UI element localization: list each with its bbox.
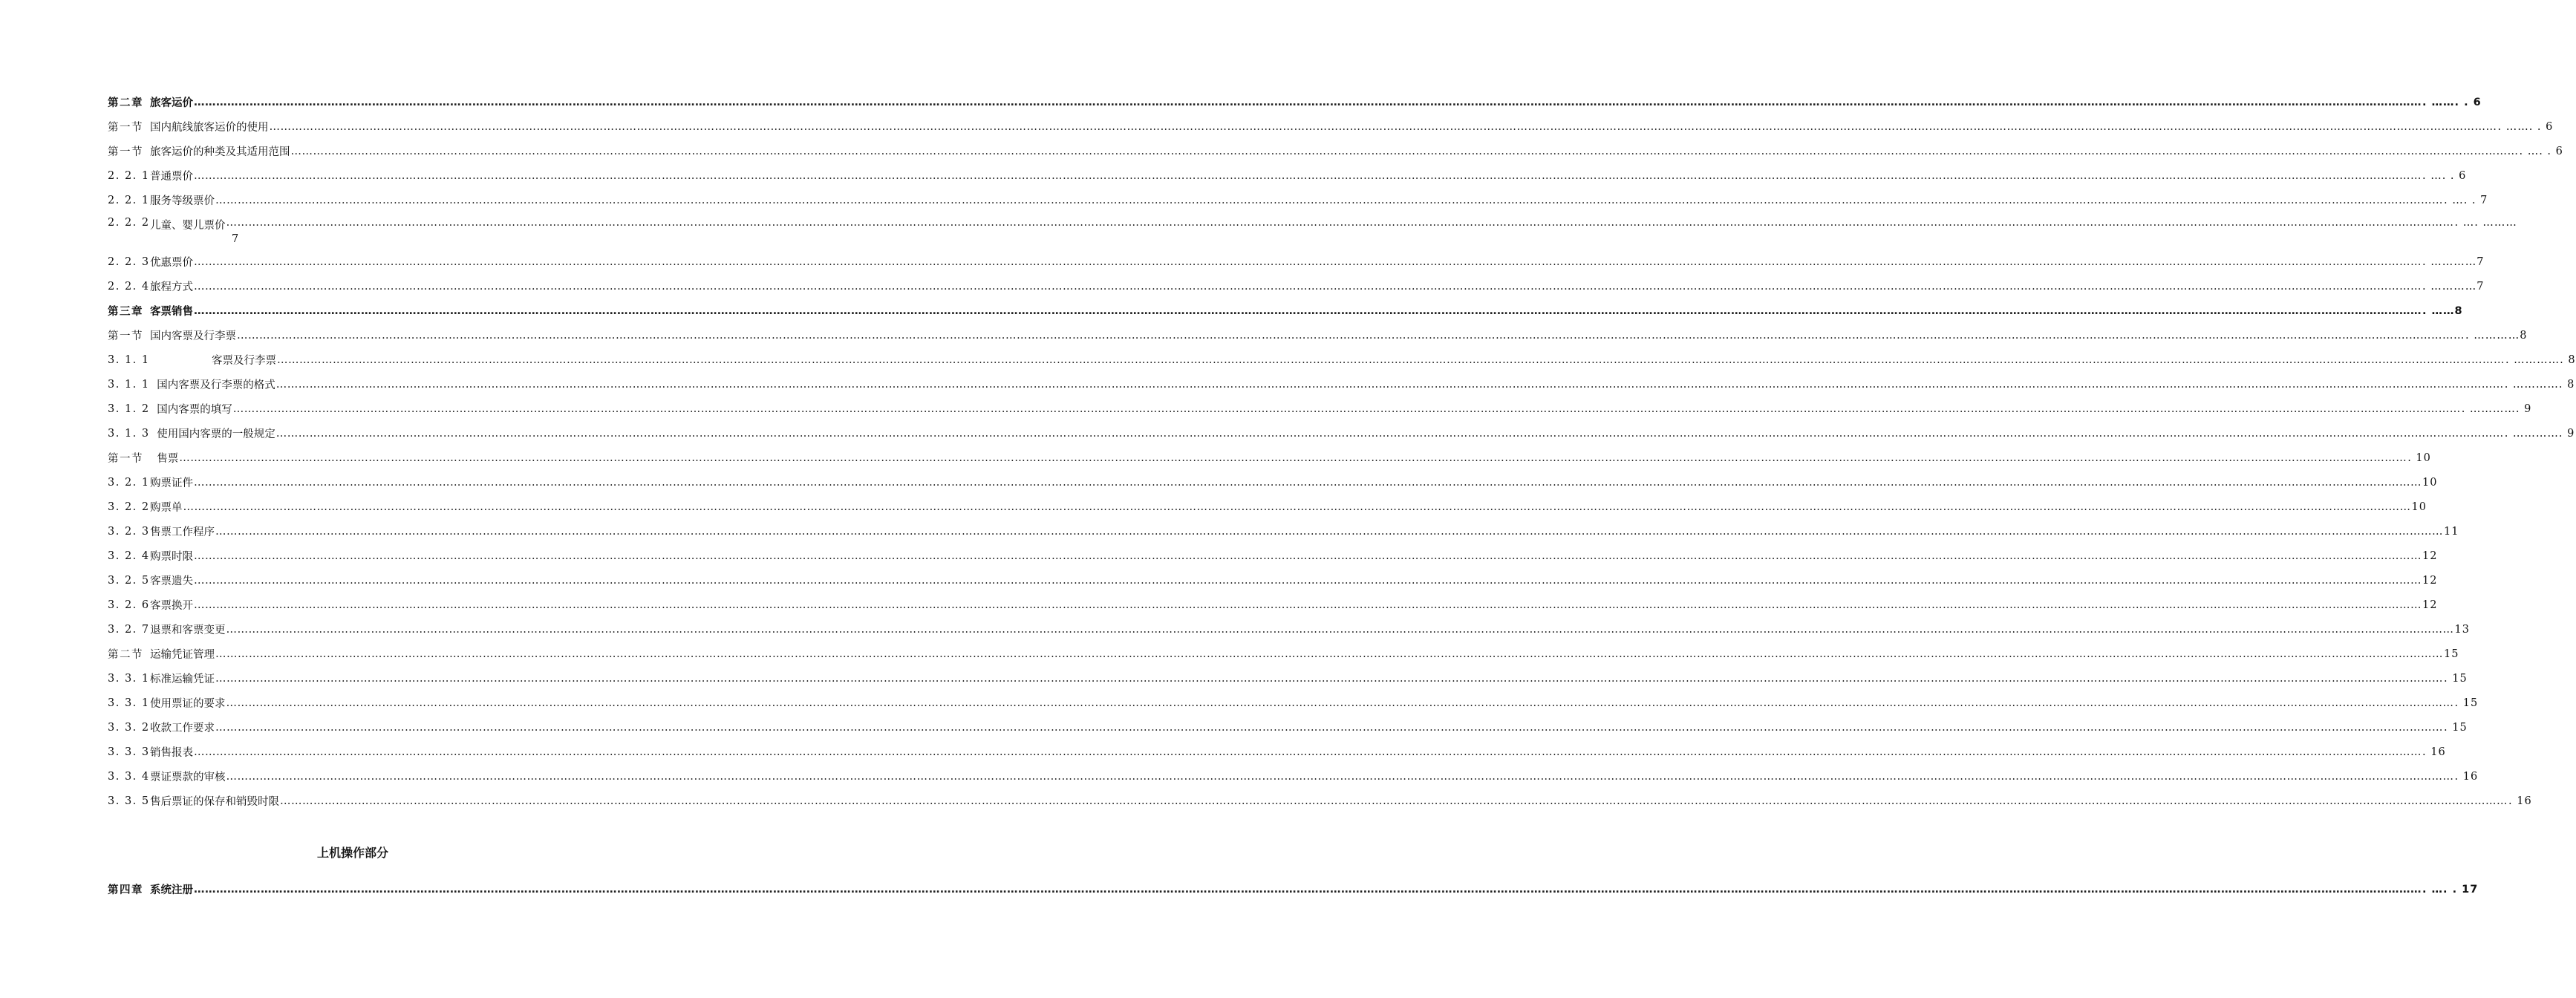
toc-entry[interactable] xyxy=(108,188,2488,212)
toc-leader-dots: …………………………………………………………………………………………………………………………………………………………………………………………………………………………………………………………………………………………………………………………………………………………………………………………………………………………………………………………………………………………………………………………………………………… xyxy=(215,525,2443,538)
toc-leader-dots: …………………………………………………………………………………………………………………………………………………………………………………………………………………………………………………………………………………………………………………………………………………………………………………………………………………………………………………………………………………………………………………………………………………… xyxy=(183,500,2411,513)
toc-entry-title: 售票工作程序 xyxy=(150,526,215,538)
toc-entry-page: 13 xyxy=(2454,623,2470,636)
toc-entry-title: 收款工作要求 xyxy=(150,723,215,734)
toc-entry[interactable] xyxy=(108,877,2479,901)
toc-leader-dots: …………………………………………………………………………………………………………………………………………………………………………………………………………………………………………………………………………………………………………………………………………………………………………………………………………………………………………………………………………………………………………………………………………………… xyxy=(276,353,2505,366)
toc-entry-title: 优惠票价 xyxy=(150,257,193,269)
toc-entry[interactable] xyxy=(108,299,2463,323)
toc-entry-number: 2. 2. 1 xyxy=(108,194,150,206)
toc-entry-number: 第二节 xyxy=(108,649,143,661)
toc-entry-number: 3. 3. 2 xyxy=(108,721,150,734)
toc-entry[interactable] xyxy=(108,372,2575,397)
toc-entry-page: . …. . 17 xyxy=(2422,883,2479,896)
toc-leader-dots: …………………………………………………………………………………………………………………………………………………………………………………………………………………………………………………………………………………………………………………………………………………………………………………………………………………………………………………………………………………………………………………………………………………… xyxy=(226,697,2454,709)
toc-entry[interactable] xyxy=(108,250,2485,274)
toc-entry-title: 客票换开 xyxy=(150,600,193,612)
toc-leader-dots: …………………………………………………………………………………………………………………………………………………………………………………………………………………………………………………………………………………………………………………………………………………………………………………………………………………………………………………………………………………………………………………………………………………… xyxy=(194,169,2422,182)
toc-entry[interactable] xyxy=(108,212,2517,250)
toc-entry-page: . 15 xyxy=(2444,721,2468,734)
toc-entry-number: 3. 3. 5 xyxy=(108,795,150,807)
toc-leader-dots: …………………………………………………………………………………………………………………………………………………………………………………………………………………………………………………………………………………………………………………………………………………………………………………………………………………………………………………………………………………………………………………………………………………… xyxy=(215,194,2443,206)
toc-leader-dots: …………………………………………………………………………………………………………………………………………………………………………………………………………………………………………………………………………………………………………………………………………………………………………………………………………………………………………………………………………………………………………………………………………………… xyxy=(232,402,2461,415)
toc-entry[interactable] xyxy=(108,274,2485,299)
toc-leader-dots: …………………………………………………………………………………………………………………………………………………………………………………………………………………………………………………………………………………………………………………………………………………………………………………………………………………………………………………………………………………………………………………………………………………… xyxy=(194,476,2422,489)
toc-leader-dots: …………………………………………………………………………………………………………………………………………………………………………………………………………………………………………………………………………………………………………………………………………………………………………………………………………………………………………………………………………………………………………………………………………………… xyxy=(269,120,2497,133)
toc-entry-title: 购票时限 xyxy=(150,551,193,563)
toc-entry[interactable] xyxy=(108,764,2479,789)
toc-entry[interactable] xyxy=(108,519,2459,544)
toc-entry-number: 3. 1. 3 xyxy=(108,427,150,440)
toc-entry-title: 国内客票的填写 xyxy=(150,404,232,416)
toc-entry-page: . 15 xyxy=(2454,697,2479,709)
toc-entry-page: . ……. . 6 xyxy=(2497,120,2554,133)
toc-entry-title: 客票销售 xyxy=(150,306,193,318)
toc-entry[interactable] xyxy=(108,446,2431,470)
toc-entry-title: 购票证件 xyxy=(150,477,193,489)
toc-entry-page: . …………7 xyxy=(2422,280,2485,293)
toc-entry[interactable] xyxy=(108,642,2459,666)
toc-leader-dots: …………………………………………………………………………………………………………………………………………………………………………………………………………………………………………………………………………………………………………………………………………………………………………………………………………………………………………………………………………………………………………………………………………………… xyxy=(237,329,2465,342)
toc-entry-page: . …………. 9 xyxy=(2461,402,2532,415)
toc-entry-page: . …. . 6 xyxy=(2422,169,2467,182)
toc-entry-title: 销售报表 xyxy=(150,747,193,759)
toc-entry-number: 3. 2. 5 xyxy=(108,574,150,587)
toc-leader-dots: …………………………………………………………………………………………………………………………………………………………………………………………………………………………………………………………………………………………………………………………………………………………………………………………………………………………………………………………………………………………………………………………………………………… xyxy=(226,217,2454,229)
toc-entry-number: 3. 1. 2 xyxy=(108,402,150,415)
toc-entry-page: . …………8 xyxy=(2465,329,2528,342)
toc-leader-dots: …………………………………………………………………………………………………………………………………………………………………………………………………………………………………………………………………………………………………………………………………………………………………………………………………………………………………………………………………………………………………………………………………………………… xyxy=(280,795,2508,807)
table-of-contents xyxy=(108,90,2576,813)
toc-leader-dots: …………………………………………………………………………………………………………………………………………………………………………………………………………………………………………………………………………………………………………………………………………………………………………………………………………………………………………………………………………………………………………………………………………………… xyxy=(275,427,2504,440)
toc-leader-dots: …………………………………………………………………………………………………………………………………………………………………………………………………………………………………………………………………………………………………………………………………………………………………………………………………………………………………………………………………………………………………………………………………………………… xyxy=(194,746,2422,758)
toc-entry-page: 12 xyxy=(2422,574,2438,587)
toc-leader-dots: …………………………………………………………………………………………………………………………………………………………………………………………………………………………………………………………………………………………………………………………………………………………………………………………………………………………………………………………………………………………………………………………………………………… xyxy=(194,883,2422,896)
toc-entry-page: . 15 xyxy=(2444,672,2468,685)
toc-entry-title: 购票单 xyxy=(150,502,183,514)
toc-entry-number: 第三章 xyxy=(108,306,143,318)
toc-entry-number: 3. 2. 3 xyxy=(108,525,150,538)
toc-entry-page: . …. . 6 xyxy=(2519,145,2563,157)
toc-leader-dots: …………………………………………………………………………………………………………………………………………………………………………………………………………………………………………………………………………………………………………………………………………………………………………………………………………………………………………………………………………………………………………………………………………………… xyxy=(290,145,2519,157)
toc-leader-dots: …………………………………………………………………………………………………………………………………………………………………………………………………………………………………………………………………………………………………………………………………………………………………………………………………………………………………………………………………………………………………………………………………………………… xyxy=(215,721,2443,734)
toc-entry-number: 第一节 xyxy=(108,453,143,465)
toc-entry-page: 10 xyxy=(2411,500,2427,513)
toc-entry-number: 3. 1. 1 xyxy=(108,378,150,391)
toc-entry-number: 第四章 xyxy=(108,884,143,896)
toc-entry-title: 客票遗失 xyxy=(150,575,193,587)
toc-entry-number: 3. 2. 1 xyxy=(108,476,150,489)
toc-entry-page: 15 xyxy=(2444,648,2459,660)
toc-leader-dots: …………………………………………………………………………………………………………………………………………………………………………………………………………………………………………………………………………………………………………………………………………………………………………………………………………………………………………………………………………………………………………………………………………………… xyxy=(275,378,2504,391)
toc-entry-number: 2. 2. 2 xyxy=(108,217,150,229)
toc-entry[interactable] xyxy=(108,421,2575,446)
toc-entry[interactable] xyxy=(108,617,2470,642)
toc-entry-title: 旅程方式 xyxy=(150,281,193,293)
section-heading: 上机操作部分 xyxy=(316,846,388,860)
toc-entry-page: . …………. 8 xyxy=(2505,353,2576,366)
toc-leader-dots: …………………………………………………………………………………………………………………………………………………………………………………………………………………………………………………………………………………………………………………………………………………………………………………………………………………………………………………………………………………………………………………………………………………… xyxy=(194,599,2422,611)
toc-entry-title: 儿童、婴儿票价 xyxy=(150,220,226,232)
toc-entry-title: 使用票证的要求 xyxy=(150,698,226,710)
toc-entry-title: 国内客票及行李票的格式 xyxy=(150,379,275,391)
toc-entry-page: . …. . 7 xyxy=(2444,194,2488,206)
toc-entry[interactable] xyxy=(108,470,2438,495)
toc-leader-dots: …………………………………………………………………………………………………………………………………………………………………………………………………………………………………………………………………………………………………………………………………………………………………………………………………………………………………………………………………………………………………………………………………………………… xyxy=(215,648,2443,660)
toc-entry-number: 2. 2. 3 xyxy=(108,255,150,268)
toc-entry-title: 售票 xyxy=(150,453,179,465)
toc-entry-page: 11 xyxy=(2444,525,2459,538)
toc-entry-page: . ……. . 6 xyxy=(2422,96,2482,108)
toc-leader-dots: …………………………………………………………………………………………………………………………………………………………………………………………………………………………………………………………………………………………………………………………………………………………………………………………………………………………………………………………………………………………………………………………………………………… xyxy=(194,96,2422,108)
toc-entry-page: . 16 xyxy=(2508,795,2532,807)
toc-leader-dots: …………………………………………………………………………………………………………………………………………………………………………………………………………………………………………………………………………………………………………………………………………………………………………………………………………………………………………………………………………………………………………………………………………………… xyxy=(226,770,2454,783)
toc-entry-number: 3. 1. 1 xyxy=(108,353,150,366)
toc-entry[interactable] xyxy=(108,114,2554,139)
toc-entry-title: 普通票价 xyxy=(150,171,193,183)
toc-entry-page: . 16 xyxy=(2422,746,2446,758)
toc-leader-dots: …………………………………………………………………………………………………………………………………………………………………………………………………………………………………………………………………………………………………………………………………………………………………………………………………………………………………………………………………………………………………………………………………………………… xyxy=(215,672,2443,685)
toc-entry-title: 运输凭证管理 xyxy=(150,649,215,661)
toc-entry[interactable] xyxy=(108,666,2468,691)
toc-entry-title: 国内航线旅客运价的使用 xyxy=(150,122,269,134)
toc-entry-number: 3. 3. 3 xyxy=(108,746,150,758)
toc-entry[interactable] xyxy=(108,593,2438,617)
toc-entry-number: 3. 3. 4 xyxy=(108,770,150,783)
toc-entry[interactable] xyxy=(108,139,2563,163)
toc-entry-page: . …………7 xyxy=(2422,255,2485,268)
toc-entry-number: 2. 2. 1 xyxy=(108,169,150,182)
toc-entry[interactable] xyxy=(108,397,2532,421)
toc-entry[interactable] xyxy=(108,715,2468,740)
toc-entry-number: 3. 3. 1 xyxy=(108,672,150,685)
table-of-contents-2 xyxy=(108,877,2479,901)
toc-entry[interactable] xyxy=(108,740,2446,764)
toc-entry-page: . …………. 8 xyxy=(2504,378,2575,391)
toc-entry[interactable] xyxy=(108,691,2479,715)
toc-entry-page-wrapped: 7 xyxy=(232,233,239,245)
toc-entry-number: 第一节 xyxy=(108,146,143,158)
toc-entry-number: 3. 2. 6 xyxy=(108,599,150,611)
toc-entry-page: . ……8 xyxy=(2422,304,2463,317)
toc-entry-title: 服务等级票价 xyxy=(150,195,215,207)
toc-entry-title: 客票及行李票 xyxy=(150,355,276,367)
toc-leader-dots: …………………………………………………………………………………………………………………………………………………………………………………………………………………………………………………………………………………………………………………………………………………………………………………………………………………………………………………………………………………………………………………………………………………… xyxy=(226,623,2454,636)
toc-entry-number: 3. 2. 4 xyxy=(108,549,150,562)
toc-entry-page: 12 xyxy=(2422,599,2438,611)
toc-entry-title: 国内客票及行李票 xyxy=(150,330,236,342)
toc-entry[interactable] xyxy=(108,495,2427,519)
toc-leader-dots: …………………………………………………………………………………………………………………………………………………………………………………………………………………………………………………………………………………………………………………………………………………………………………………………………………………………………………………………………………………………………………………………………………………… xyxy=(194,574,2422,587)
toc-entry-title: 系统注册 xyxy=(150,884,193,896)
toc-entry[interactable] xyxy=(108,789,2532,813)
toc-entry[interactable] xyxy=(108,544,2438,568)
toc-entry[interactable] xyxy=(108,323,2528,348)
toc-entry-number: 第一节 xyxy=(108,330,143,342)
toc-entry-title: 退票和客票变更 xyxy=(150,624,226,636)
toc-entry-page: . 16 xyxy=(2454,770,2479,783)
toc-entry-title: 使用国内客票的一般规定 xyxy=(150,428,275,440)
toc-entry[interactable] xyxy=(108,90,2482,114)
toc-entry-title: 标准运输凭证 xyxy=(150,674,215,685)
toc-leader-dots: …………………………………………………………………………………………………………………………………………………………………………………………………………………………………………………………………………………………………………………………………………………………………………………………………………………………………………………………………………………………………………………………………………………… xyxy=(194,280,2422,293)
toc-entry-title: 票证票款的审核 xyxy=(150,772,226,783)
toc-entry-number: 2. 2. 4 xyxy=(108,280,150,293)
toc-entry-number: 第一节 xyxy=(108,122,143,134)
toc-entry-number: 3. 3. 1 xyxy=(108,697,150,709)
toc-entry-title: 旅客运价 xyxy=(150,97,193,109)
toc-entry-page: . …. ……… xyxy=(2454,217,2517,229)
toc-leader-dots: …………………………………………………………………………………………………………………………………………………………………………………………………………………………………………………………………………………………………………………………………………………………………………………………………………………………………………………………………………………………………………………………………………………… xyxy=(194,549,2422,562)
toc-leader-dots: …………………………………………………………………………………………………………………………………………………………………………………………………………………………………………………………………………………………………………………………………………………………………………………………………………………………………………………………………………………………………………………………………………………… xyxy=(194,304,2422,317)
toc-leader-dots: …………………………………………………………………………………………………………………………………………………………………………………………………………………………………………………………………………………………………………………………………………………………………………………………………………………………………………………………………………………………………………………………………………………… xyxy=(194,255,2422,268)
toc-entry-page: 10 xyxy=(2422,476,2438,489)
toc-entry-title: 售后票证的保存和销毁时限 xyxy=(150,796,279,808)
toc-entry-page: . 10 xyxy=(2407,451,2431,464)
toc-entry-page: . …………. 9 xyxy=(2504,427,2575,440)
toc-entry-title: 旅客运价的种类及其适用范围 xyxy=(150,146,290,158)
toc-entry-number: 3. 2. 2 xyxy=(108,500,150,513)
toc-leader-dots: …………………………………………………………………………………………………………………………………………………………………………………………………………………………………………………………………………………………………………………………………………………………………………………………………………………………………………………………………………………………………………………………………………………… xyxy=(179,451,2407,464)
toc-entry-number: 3. 2. 7 xyxy=(108,623,150,636)
toc-entry[interactable] xyxy=(108,163,2467,188)
toc-entry-page: 12 xyxy=(2422,549,2438,562)
toc-entry-number: 第二章 xyxy=(108,97,143,109)
toc-entry[interactable] xyxy=(108,568,2438,593)
toc-entry[interactable] xyxy=(108,348,2576,372)
